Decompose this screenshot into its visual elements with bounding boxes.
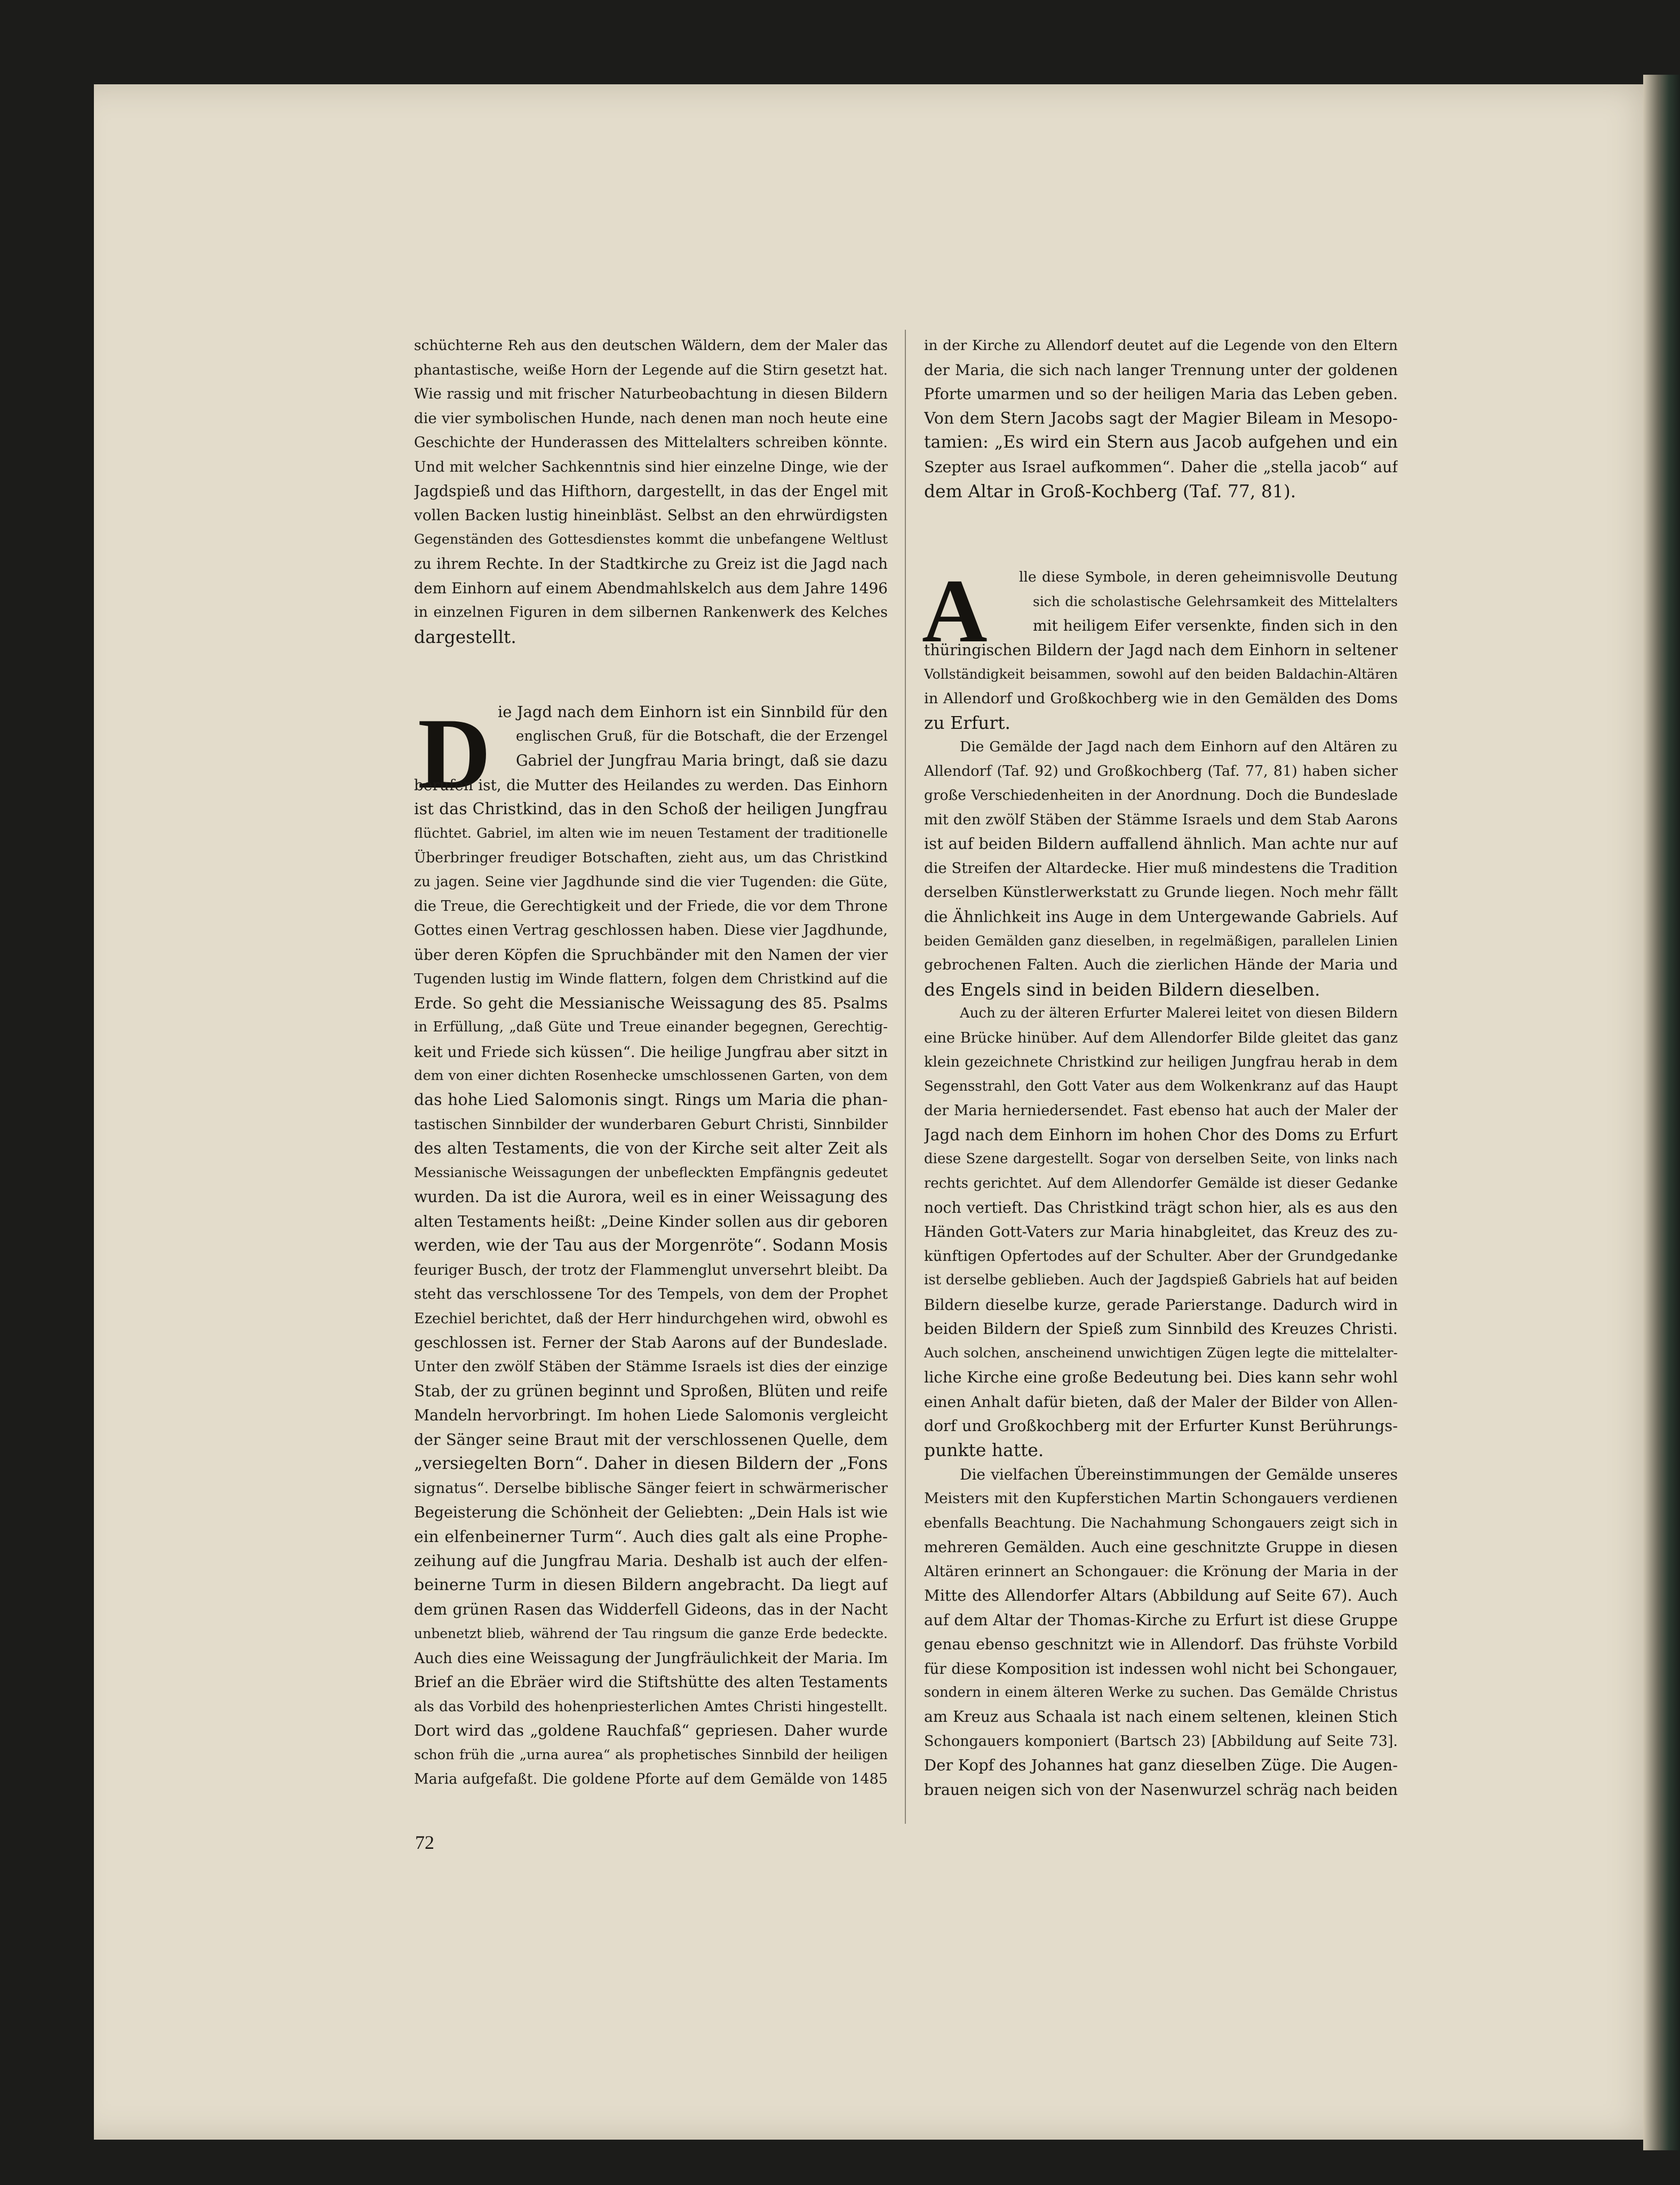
text-line: dem Altar in Groß-Kochberg (Taf. 77, 81).: [924, 480, 1296, 502]
text-line: Und mit welcher Sachkenntnis sind hier einzelne Dinge, wie der: [414, 458, 888, 475]
text-line: der Sänger seine Braut mit der verschlossenen Quelle, dem: [414, 1430, 888, 1449]
text-line: Mandeln hervorbringt. Im hohen Liede Salomonis vergleicht: [414, 1407, 888, 1425]
text-line: Von dem Stern Jacobs sagt der Magier Bileam in Mesopo-: [924, 409, 1398, 428]
drop-cap-initial: D: [418, 698, 491, 810]
text-line: diese Szene dargestellt. Sogar von derselben Seite, von links nach: [924, 1151, 1398, 1167]
text-line: des alten Testaments, die von der Kirche seit alter Zeit als: [414, 1139, 888, 1158]
column-divider: [905, 330, 906, 1824]
text-line: gebrochenen Falten. Auch die zierlichen Hände der Maria und: [924, 956, 1398, 974]
text-line: in Allendorf und Großkochberg wie in den Gemälden des Doms: [924, 689, 1398, 707]
text-line: ist derselbe geblieben. Auch der Jagdspieß Gabriels hat auf beiden: [924, 1272, 1398, 1289]
text-line: klein gezeichnete Christkind zur heiligen Jungfrau herab in dem: [924, 1054, 1398, 1071]
text-line: Auch zu der älteren Erfurter Malerei leitet von diesen Bildern: [960, 1005, 1398, 1022]
text-line: geschlossen ist. Ferner der Stab Aarons auf der Bundeslade.: [414, 1333, 888, 1352]
text-line: mehreren Gemälden. Auch eine geschnitzte Gruppe in diesen: [924, 1538, 1398, 1556]
text-line: sich die scholastische Gelehrsamkeit des Mittelalters: [1033, 593, 1398, 609]
text-line: große Verschiedenheiten in der Anordnung. Doch die Bundeslade: [924, 787, 1398, 804]
text-line: noch vertieft. Das Christkind trägt schon hier, als es aus den: [924, 1198, 1398, 1217]
text-line: Gabriel der Jungfrau Maria bringt, daß sie dazu: [516, 752, 888, 770]
text-line: Allendorf (Taf. 92) und Großkochberg (Taf. 77, 81) haben sicher: [924, 762, 1398, 780]
text-line: ein elfenbeinerner Turm“. Auch dies galt als eine Prophe-: [414, 1527, 888, 1546]
text-line: einen Anhalt dafür bieten, daß der Maler der Bilder von Allen-: [924, 1393, 1398, 1411]
text-line: in der Kirche zu Allendorf deutet auf die Legende von den Eltern: [924, 337, 1398, 354]
text-line: ist das Christkind, das in den Schoß der heiligen Jungfrau: [414, 800, 888, 819]
text-line: Segensstrahl, den Gott Vater aus dem Wolkenkranz auf das Haupt: [924, 1078, 1398, 1094]
text-line: steht das verschlossene Tor des Tempels, von dem der Prophet: [414, 1285, 888, 1303]
text-line: Überbringer freudiger Botschaften, zieht aus, um das Christkind: [414, 849, 888, 866]
text-line: keit und Friede sich küssen“. Die heilige Jungfrau aber sitzt in: [414, 1043, 888, 1061]
text-line: feuriger Busch, der trotz der Flammenglut unversehrt bleibt. Da: [414, 1261, 888, 1278]
text-line: Auch solchen, anscheinend unwichtigen Zügen legte die mittelalter-: [924, 1345, 1398, 1361]
text-line: auf dem Altar der Thomas-Kirche zu Erfurt ist diese Gruppe: [924, 1610, 1398, 1629]
text-line: Pforte umarmen und so der heiligen Maria das Leben geben.: [924, 385, 1398, 403]
text-line: unbenetzt blieb, während der Tau ringsum die ganze Erde bedeckte.: [414, 1626, 888, 1642]
text-line: die Streifen der Altardecke. Hier muß mindestens die Tradition: [924, 859, 1398, 877]
text-line: eine Brücke hinüber. Auf dem Allendorfer Bilde gleitet das ganz: [924, 1029, 1398, 1046]
text-line: Bildern dieselbe kurze, gerade Parierstange. Dadurch wird in: [924, 1296, 1398, 1314]
text-line: der Maria herniedersendet. Fast ebenso hat auch der Maler der: [924, 1102, 1398, 1119]
book-binding-edge: [1643, 75, 1680, 2150]
text-line: derselben Künstlerwerkstatt zu Grunde liegen. Noch mehr fällt: [924, 884, 1398, 901]
text-line: künftigen Opfertodes auf der Schulter. Aber der Grundgedanke: [924, 1247, 1398, 1265]
text-line: Brief an die Ebräer wird die Stiftshütte des alten Testaments: [414, 1673, 888, 1691]
text-line: liche Kirche eine große Bedeutung bei. Dies kann sehr wohl: [924, 1368, 1398, 1387]
text-line: rechts gerichtet. Auf dem Allendorfer Gemälde ist dieser Gedanke: [924, 1175, 1398, 1191]
text-line: dem von einer dichten Rosenhecke umschlossenen Garten, von dem: [414, 1068, 888, 1084]
text-line: über deren Köpfen die Spruchbänder mit den Namen der vier: [414, 945, 888, 964]
text-line: am Kreuz aus Schaala ist nach einem seltenen, kleinen Stich: [924, 1708, 1398, 1726]
text-line: Schongauers komponiert (Bartsch 23) [Abbildung auf Seite 73].: [924, 1733, 1398, 1750]
text-line: thüringischen Bildern der Jagd nach dem Einhorn in seltener: [924, 641, 1398, 659]
text-line: ebenfalls Beachtung. Die Nachahmung Schongauers zeigt sich in: [924, 1514, 1398, 1531]
text-line: Szepter aus Israel aufkommen“. Daher die „stella jacob“ auf: [924, 458, 1398, 476]
text-line: tamien: „Es wird ein Stern aus Jacob aufgehen und ein: [924, 433, 1398, 452]
text-line: Die Gemälde der Jagd nach dem Einhorn auf den Altären zu: [960, 738, 1398, 756]
text-line: werden, wie der Tau aus der Morgenröte“. Sodann Mosis: [414, 1236, 888, 1256]
text-line: punkte hatte.: [924, 1440, 1044, 1461]
text-line: Gottes einen Vertrag geschlossen haben. Diese vier Jagdhunde,: [414, 921, 888, 939]
text-line: flüchtet. Gabriel, im alten wie im neuen Testament der traditionelle: [414, 825, 888, 841]
text-line: Messianische Weissagungen der unbefleckten Empfängnis gedeutet: [414, 1164, 888, 1181]
text-line: dem grünen Rasen das Widderfell Gideons, das in der Nacht: [414, 1600, 888, 1618]
text-line: englischen Gruß, für die Botschaft, die der Erzengel: [516, 728, 888, 744]
text-line: ist auf beiden Bildern auffallend ähnlich. Man achte nur auf: [924, 835, 1398, 853]
text-line: Die vielfachen Übereinstimmungen der Gemälde unseres: [960, 1465, 1398, 1483]
text-line: alten Testaments heißt: „Deine Kinder sollen aus dir geboren: [414, 1212, 888, 1230]
text-line: zu Erfurt.: [924, 712, 1010, 733]
text-line: Mitte des Allendorfer Altars (Abbildung auf Seite 67). Auch: [924, 1586, 1398, 1605]
text-line: Wie rassig und mit frischer Naturbeobachtung in diesen Bildern: [414, 386, 888, 403]
text-line: Auch dies eine Weissagung der Jungfräulichkeit der Maria. Im: [414, 1649, 888, 1667]
text-line: beinerne Turm in diesen Bildern angebracht. Da liegt auf: [414, 1576, 888, 1595]
text-line: in Erfüllung, „daß Güte und Treue einander begegnen, Gerechtig-: [414, 1019, 888, 1036]
text-line: Tugenden lustig im Winde flattern, folgen dem Christkind auf die: [414, 971, 888, 988]
text-line: Händen Gott-Vaters zur Maria hinabgleitet, das Kreuz des zu-: [924, 1223, 1398, 1241]
text-line: in einzelnen Figuren in dem silbernen Rankenwerk des Kelches: [414, 604, 888, 621]
text-line: genau ebenso geschnitzt wie in Allendorf. Das frühste Vorbild: [924, 1635, 1398, 1654]
text-line: dargestellt.: [414, 626, 516, 647]
text-line: das hohe Lied Salomonis singt. Rings um Maria die phan-: [414, 1091, 888, 1110]
text-line: lle diese Symbole, in deren geheimnisvolle Deutung: [1019, 569, 1398, 586]
text-line: schon früh die „urna aurea“ als prophetisches Sinnbild der heiligen: [414, 1746, 888, 1763]
text-line: Vollständigkeit beisammen, sowohl auf den beiden Baldachin-Altären: [924, 666, 1398, 682]
text-line: die Ähnlichkeit ins Auge in dem Untergewande Gabriels. Auf: [924, 908, 1398, 926]
text-line: des Engels sind in beiden Bildern dieselben.: [924, 979, 1320, 1000]
text-line: schüchterne Reh aus den deutschen Wäldern, dem der Maler das: [414, 337, 888, 354]
text-line: mit heiligem Eifer versenkte, finden sich in den: [1033, 617, 1398, 635]
text-line: Erde. So geht die Messianische Weissagung des 85. Psalms: [414, 994, 888, 1012]
text-line: die vier symbolischen Hunde, nach denen man noch heute eine: [414, 409, 888, 427]
text-line: beiden Gemälden ganz dieselben, in regelmäßigen, parallelen Linien: [924, 933, 1398, 949]
text-line: tastischen Sinnbilder der wunderbaren Geburt Christi, Sinnbilder: [414, 1116, 888, 1133]
text-line: der Maria, die sich nach langer Trennung unter der goldenen: [924, 361, 1398, 379]
text-line: phantastische, weiße Horn der Legende auf die Stirn gesetzt hat.: [414, 361, 888, 378]
text-line: Gegenständen des Gottesdienstes kommt die unbefangene Weltlust: [414, 531, 888, 547]
text-line: beiden Bildern der Spieß zum Sinnbild des Kreuzes Christi.: [924, 1320, 1398, 1338]
text-line: zu ihrem Rechte. In der Stadtkirche zu Greiz ist die Jagd nach: [414, 555, 888, 573]
text-line: für diese Komposition ist indessen wohl nicht bei Schongauer,: [924, 1659, 1398, 1678]
text-line: wurden. Da ist die Aurora, weil es in einer Weissagung des: [414, 1188, 888, 1206]
text-line: zeihung auf die Jungfrau Maria. Deshalb ist auch der elfen-: [414, 1552, 888, 1570]
text-line: Jagdspieß und das Hifthorn, dargestellt, in das der Engel mit: [414, 482, 888, 500]
text-line: ie Jagd nach dem Einhorn ist ein Sinnbild für den: [498, 703, 888, 721]
text-line: Maria aufgefaßt. Die goldene Pforte auf dem Gemälde von 1485: [414, 1771, 888, 1788]
drop-cap-initial: A: [922, 561, 988, 661]
text-line: Dort wird das „goldene Rauchfaß“ gepriesen. Daher wurde: [414, 1721, 888, 1740]
text-line: signatus“. Derselbe biblische Sänger feiert in schwärmerischer: [414, 1479, 888, 1497]
text-line: dem Einhorn auf einem Abendmahlskelch aus dem Jahre 1496: [414, 579, 888, 597]
text-line: zu jagen. Seine vier Jagdhunde sind die vier Tugenden: die Güte,: [414, 873, 888, 891]
text-line: berufen ist, die Mutter des Heilandes zu werden. Das Einhorn: [414, 776, 888, 794]
text-line: Geschichte der Hunderassen des Mittelalters schreiben könnte.: [414, 434, 888, 451]
text-line: Ezechiel berichtet, daß der Herr hindurchgehen wird, obwohl es: [414, 1310, 888, 1327]
text-line: „versiegelten Born“. Daher in diesen Bildern der „Fons: [414, 1454, 888, 1474]
text-line: Jagd nach dem Einhorn im hohen Chor des Doms zu Erfurt: [924, 1125, 1398, 1144]
text-line: sondern in einem älteren Werke zu suchen. Das Gemälde Christus: [924, 1684, 1398, 1701]
text-line: Meisters mit den Kupferstichen Martin Schongauers verdienen: [924, 1490, 1398, 1507]
text-line: die Treue, die Gerechtigkeit und der Friede, die vor dem Throne: [414, 897, 888, 915]
text-line: Begeisterung die Schönheit der Geliebten: „Dein Hals ist wie: [414, 1504, 888, 1522]
page-number: 72: [415, 1832, 434, 1853]
text-line: als das Vorbild des hohenpriesterlichen Amtes Christi hingestellt.: [414, 1698, 888, 1715]
text-line: Altären erinnert an Schongauer: die Krönung der Maria in der: [924, 1562, 1398, 1580]
text-line: Stab, der zu grünen beginnt und Sproßen, Blüten und reife: [414, 1381, 888, 1400]
text-line: dorf und Großkochberg mit der Erfurter Kunst Berührungs-: [924, 1417, 1398, 1435]
text-line: mit den zwölf Stäben der Stämme Israels und dem Stab Aarons: [924, 811, 1398, 828]
text-line: vollen Backen lustig hineinbläst. Selbst an den ehrwürdigsten: [414, 506, 888, 525]
text-line: Der Kopf des Johannes hat ganz dieselben Züge. Die Augen-: [924, 1756, 1398, 1775]
text-line: Unter den zwölf Stäben der Stämme Israels ist dies der einzige: [414, 1358, 888, 1376]
text-line: brauen neigen sich von der Nasenwurzel schräg nach beiden: [924, 1781, 1398, 1799]
